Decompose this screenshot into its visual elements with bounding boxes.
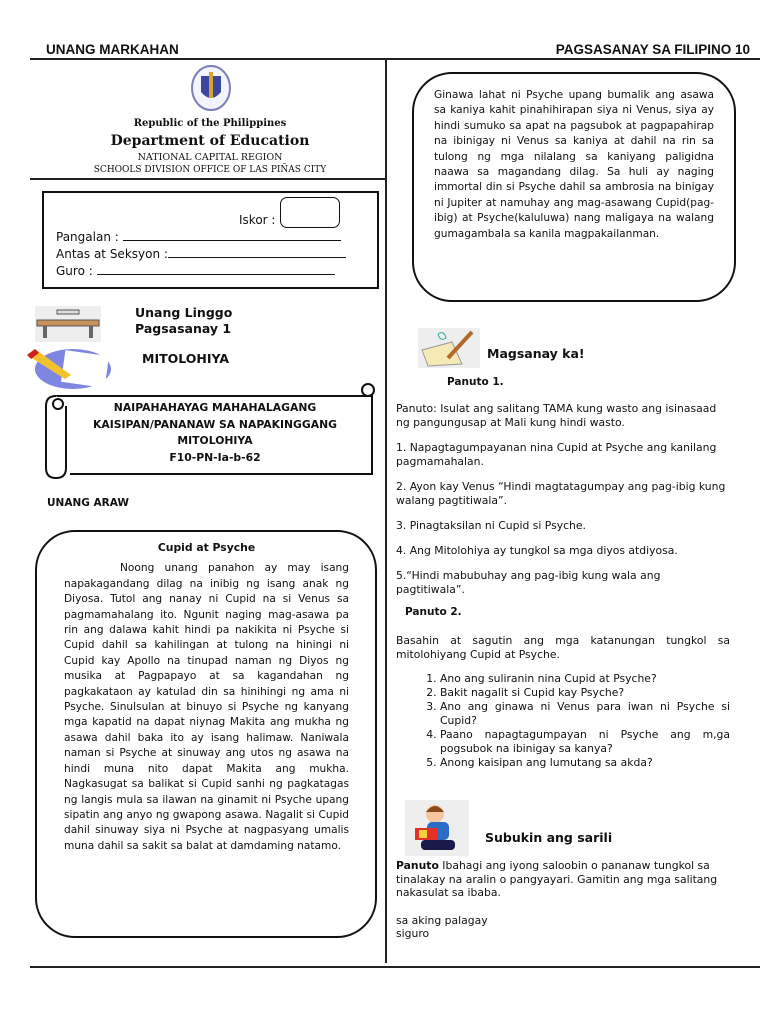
student-info-box (42, 191, 379, 289)
question-item: 3. Ano ang ginawa ni Venus para iwan ni Psyche si Cupid? (440, 700, 730, 728)
true-false-item: 5.“Hindi mabubuhay ang pag-ibig kung wala ang pagtitiwala”. (396, 569, 661, 596)
section-label: Antas at Seksyon : (56, 247, 168, 261)
story-box (35, 530, 377, 938)
section-field[interactable] (56, 246, 346, 263)
division-label: SCHOOLS DIVISION OFFICE OF LAS PIÑAS CITY (93, 165, 327, 175)
question-item: 5. Anong kaisipan ang lumutang sa akda? (440, 756, 730, 770)
topic-label: MITOLOHIYA (142, 351, 230, 366)
self-test-instruction: Ibahagi ang iyong saloobin o pananaw tungkol sa tinalakay na aralin o pangyayari. Gamitin ang mga salitang nakasulat sa ibaba. (396, 859, 718, 899)
true-false-item: 2. Ayon kay Venus “Hindi magtatagumpay ang pag-ibig kung walang pagtitiwala”. (396, 480, 726, 507)
quarter-label: UNANG MARKAHAN (46, 42, 179, 57)
subject-label: PAGSASANAY SA FILIPINO 10 (555, 42, 750, 57)
true-false-item: 4. Ang Mitolohiya ay tungkol sa mga diyos atdiyosa. (396, 544, 678, 557)
true-false-item: 1. Napagtagumpayanan nina Cupid at Psyche ang kanilang pagmamahalan. (396, 441, 717, 468)
competency-line-3: MITOLOHIYA (177, 434, 253, 447)
self-test-title: Subukin ang sarili (485, 830, 613, 845)
header-divider (30, 58, 760, 60)
competency-line-1: NAIPAHAHAYAG MAHAHALAGANG (113, 401, 317, 414)
republic-label: Republic of the Philippines (133, 118, 287, 129)
letterhead-divider (30, 178, 386, 180)
question-item: 1. Ano ang suliranin nina Cupid at Psyche? (440, 672, 730, 686)
department-label: Department of Education (110, 133, 310, 149)
region-label: NATIONAL CAPITAL REGION (137, 152, 283, 163)
story-paragraph-1: Noong unang panahon ay may isang napakagandang dilag na inibig ng isang anak ng Diyosa. Tutol ang nanay ni Cupid na si Venus sa pagmamahalang ito. Ngunit naging mag-asawa pa rin ang dalawa kahit hindi pa nakikita ni Psyche si Cupid dahil sa kahilingan at tulong na hiningi ni Cupid kay Apollo na tinupad naman ng Diyos ng musika at Pagpapayo at sa kagandahan ng pagkakataon ay katulad din sa hinihingi ng ama ni Psyche. Sinulsulan at binuyo si Psyche ng kanyang mga kapatid na dapat niynag Makita ang mukha ng asawa dahil baka ito ay isang halimaw. Naniwala naman si Psyche at sinuway ang utos ng asawa na hindi muna nito dapat Makita ang mukha. Nagkasugat sa balikat si Cupid sanhi ng pagkatagas ng langis mula sa ilawan na ginamit ni Psyche upang sipatin ang anyo ng gwapong asawa. Nagalit si Cupid dahil sinuway siya ni Psyche at nagpasyang umalis muna dahil sa sakit sa balat at damdaming natamo. (64, 562, 349, 852)
true-false-item: 3. Pinagtaksilan ni Cupid si Psyche. (396, 519, 586, 532)
practice-title: Magsanay ka! (487, 346, 585, 361)
score-field[interactable] (280, 197, 340, 228)
deped-seal-icon (190, 64, 232, 112)
week-label: Unang Linggo (135, 305, 233, 320)
column-divider (385, 58, 387, 963)
competency-line-2: KAISIPAN/PANANAW SA NAPAKINGGANG (93, 417, 337, 431)
panuto2-label: Panuto 2. (405, 606, 462, 618)
prompt-word: siguro (396, 927, 430, 940)
question-item: 2. Bakit nagalit si Cupid kay Psyche? (440, 686, 730, 700)
footer-divider (30, 966, 760, 968)
panuto2-instruction: Basahin at sagutin ang mga katanungan tungkol sa mitolohiyang Cupid at Psyche. (396, 634, 730, 661)
competency-code: F10-PN-Ia-b-62 (169, 450, 261, 464)
teacher-field[interactable] (56, 263, 346, 280)
score-label: Iskor : (239, 213, 276, 227)
teacher-label: Guro : (56, 264, 93, 278)
name-label: Pangalan : (56, 230, 119, 244)
story-title: Cupid at Psyche (157, 541, 256, 554)
day-label: UNANG ARAW (47, 497, 129, 509)
reading-boy-icon (405, 800, 469, 856)
story-paragraph-2: Ginawa lahat ni Psyche upang bumalik ang asawa sa kaniya kahit pinahihirapan siya ni Venus, siya ay hindi sumuko sa apat na pagsubok at pagpapahirap na ibinigay ni Venus sa kaniya at dahil na rin sa tulong ng mga nilalang sa kaniyang paligidna naawa sa magandang dilag. Sa huli ay naging immortal din si Psyche dahil sa ambrosia na binigay ni Jupiter at namuhay ang mag-asawang Cupid(pag-ibig) at Psyche(kaluluwa) nang maligaya na walang gumagambala sa kanila magpakailanman. (434, 89, 714, 240)
desk-icon (35, 306, 101, 342)
name-field[interactable] (56, 229, 346, 246)
story-continued-box (412, 72, 736, 302)
prompt-word: sa aking palagay (396, 913, 488, 927)
self-test-panuto: Panuto (396, 859, 439, 872)
panuto1-instruction: Panuto: Isulat ang salitang TAMA kung wasto ang isinasaad ng pangungusap at Mali kung hindi wasto. (396, 402, 717, 429)
question-item: 4. Paano napagtagumpayan ni Psyche ang m,ga pogsubok na ibinigay sa kanya? (440, 728, 730, 756)
panuto1-label: Panuto 1. (447, 376, 504, 388)
exercise-label: Pagsasanay 1 (135, 321, 232, 336)
writing-paper-icon (418, 328, 480, 368)
